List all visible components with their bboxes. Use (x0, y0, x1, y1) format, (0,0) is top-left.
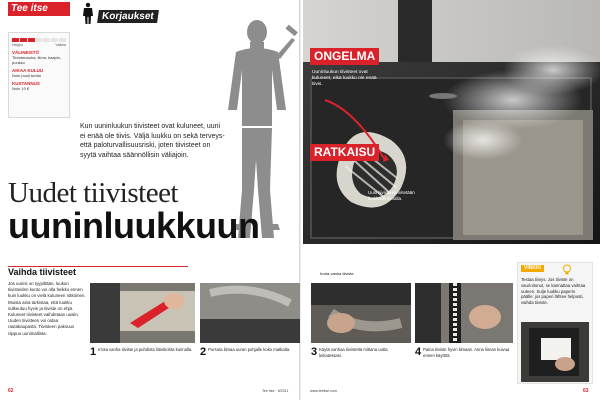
tip-image (521, 322, 589, 382)
step-1-text (90, 347, 195, 357)
step-4-photo (415, 283, 513, 343)
step-4-text (415, 347, 513, 358)
headline-line-2: uuninluukkuun (8, 205, 260, 246)
lead-paragraph: Kun uuninluukun tiivisteet ovat kuluneet, uuni ei enää ole tiivis. Väljä luukku on sekä terveys- että paloturvallisuusriski, joten tiivisteet on syytä vaihtaa säännöllisin väliajoin. (80, 123, 225, 159)
step-3-image (311, 283, 411, 343)
steps-heading: Vaihda tiivisteet (8, 267, 77, 277)
time-title: AIKAA KULUU (12, 68, 44, 73)
project-info-box (8, 32, 70, 118)
difficulty-label-hard: Vaikea (55, 43, 66, 47)
step-4-description: Paina tiiviste hyvin liimaan. Anna liiman kuivua ennen käyttöä. (423, 347, 510, 358)
cost-title: KUSTANNUS (12, 81, 40, 86)
tip-text: Testaa tiiviys. Jos tiiviste on vaurioitunut, se kannattaa vaihtaa uuteen. Sulje luukku paperin päälle: jos paperi lähtee helposti, vaihda tiiviste. (521, 277, 586, 306)
problem-caption: Uuninluukun tiivisteet ovat kuluneet, eikä luukku ole enää tiivis. (312, 70, 377, 87)
step-4-image (415, 283, 513, 343)
footer-left: Tee Itse · 8/2011 (262, 389, 289, 393)
tip-label: VINKKI (521, 265, 544, 272)
tip-photo (521, 322, 589, 382)
step-2-description: Pursota liimaa uuran pohjalle koko matkalta. (208, 347, 291, 352)
page-number-left: 62 (8, 388, 14, 394)
step-1-description: Irrota vanha tiiviste ja puhdista liitoskohta kunnolla. (98, 347, 193, 352)
problem-tag: ONGELMA (310, 48, 379, 65)
step-1-photo (90, 283, 195, 343)
step-1-number: 1 (90, 346, 97, 358)
tools-text: Tiivistenauha, liima, kaapin, puukko (12, 55, 61, 65)
handyman-icon (80, 2, 96, 24)
section-label: Tee itse (11, 3, 48, 14)
cost-text: Noin 10 € (12, 86, 30, 91)
solution-caption: Uusi tiiviste kiinnitetään luukkuun liimalla. (368, 190, 415, 201)
solution-tag: RATKAISU (310, 144, 379, 161)
step-2-number: 2 (200, 346, 207, 358)
step-2-photo (200, 283, 300, 343)
step-3-text (311, 347, 411, 358)
stove-photo (303, 0, 600, 244)
lightbulb-icon (562, 264, 572, 276)
step-photo-note: Irrota vanha tiiviste. (318, 270, 364, 277)
step-3-description: Käytä vanhaa tiivistettä mittana uutta leikatessasi. (319, 347, 388, 358)
tools-title: VÄLINEISTÖ (12, 50, 40, 55)
hero-photo-stove (303, 0, 600, 244)
page-number-right: 63 (583, 388, 589, 394)
step-3-number: 3 (311, 346, 318, 358)
step-3-photo (311, 283, 411, 343)
step-1-image (90, 283, 195, 343)
difficulty-meter (12, 38, 66, 42)
footer-right: www.teeitse.com (310, 389, 337, 393)
step-4-number: 4 (415, 346, 422, 358)
time-text: Noin puoli tuntia (12, 73, 41, 78)
difficulty-label-easy: Helppo (12, 43, 24, 47)
steps-body-text: Jos uunisi on tyypiltään, luukun tiivisteiden kunto voi olla heikko ennen kuin luukku on vielä kuluneen näköinen. Muista aina tarkistaa, että luukku sulkeutuu hyvin ja tiiviste on ehjä. Kuluneet tiivisteet vaihdetaan uusiin. Uuden tiivisteen voi ostaa rautakaupasta. Tiivisteen paksuus riippuu uunimallista. (8, 281, 86, 336)
step-2-image (200, 283, 300, 343)
headline-line-1: Uudet tiivisteet (8, 177, 178, 209)
step-2-text (200, 347, 300, 357)
subsection-label: Korjaukset (97, 10, 159, 23)
